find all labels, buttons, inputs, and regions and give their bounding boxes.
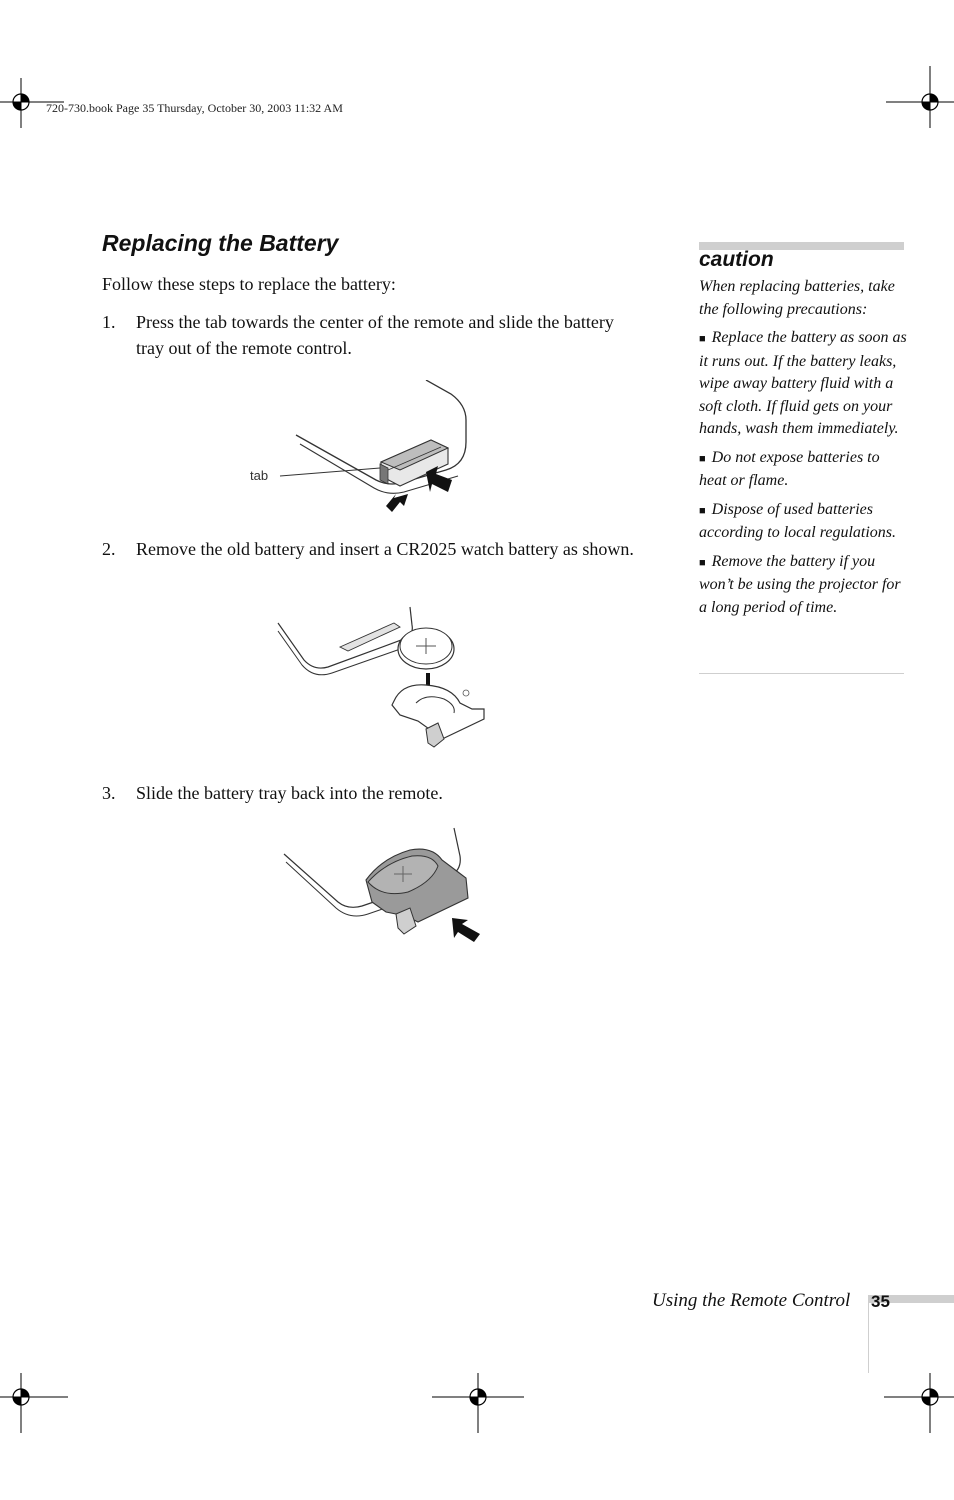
tray-insert-illustration [282,826,482,944]
caution-bullet [699,499,909,545]
remote-tab-illustration [276,380,476,515]
step-item [102,309,642,361]
registration-mark-icon [432,1373,524,1433]
caution-title: caution [699,248,774,271]
caution-bullet-text: Dispose of used batteries according to local regulations. [699,500,897,541]
book-header: 720-730.book Page 35 Thursday, October 30, 2003 11:32 AM [46,101,343,115]
caution-divider [699,673,904,674]
section-title: Replacing the Battery [102,230,339,256]
step-text: Press the tab towards the center of the remote and slide the battery tray out of the remote control. [136,312,614,358]
square-bullet-icon: ■ [699,556,706,569]
step-number: 3. [102,783,116,803]
registration-mark-icon [0,1373,68,1433]
page-number: 35 [871,1292,890,1311]
step-number: 1. [102,312,116,332]
caution-body [699,276,909,625]
caution-bullet-text: Replace the battery as soon as it runs out. If the battery leaks, wipe away battery fluid with a soft cloth. If fluid gets on your hands, wash them immediately. [699,329,907,437]
caution-bullet [699,327,909,441]
caution-intro: When replacing batteries, take the following precautions: [699,278,895,318]
step-text: Remove the old battery and insert a CR2025 watch battery as shown. [136,539,634,559]
caution-bullet-text: Remove the battery if you won’t be using the projector for a long period of time. [699,552,901,616]
intro-text: Follow these steps to replace the battery: [102,274,396,294]
caution-bullet [699,447,909,493]
footer-divider [868,1295,869,1373]
square-bullet-icon: ■ [699,333,706,345]
caution-bullet [699,551,909,620]
square-bullet-icon: ■ [699,452,706,465]
step-number: 2. [102,539,116,559]
battery-insert-illustration [276,605,491,755]
step-text: Slide the battery tray back into the remote. [136,783,443,803]
caution-bullet-text: Do not expose batteries to heat or flame. [699,448,880,489]
registration-mark-icon [886,66,954,128]
step-item [102,536,642,562]
footer-chapter-title: Using the Remote Control [652,1290,851,1311]
registration-mark-icon [884,1373,954,1433]
tab-label: tab [250,468,269,483]
step-item [102,780,642,806]
square-bullet-icon: ■ [699,504,706,517]
